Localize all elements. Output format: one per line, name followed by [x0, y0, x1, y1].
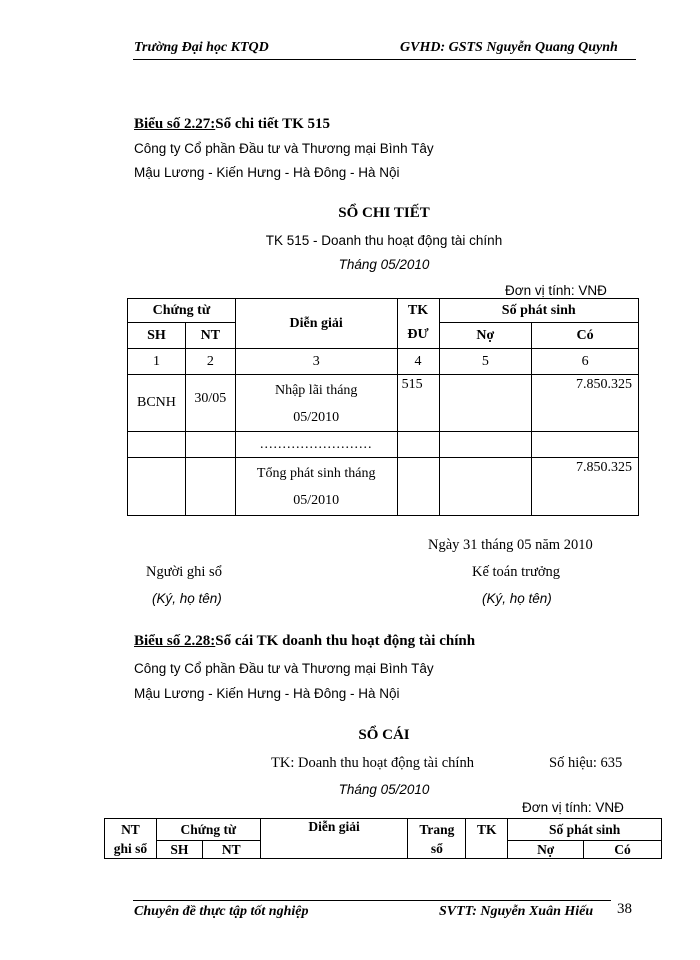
section2-label	[134, 633, 475, 650]
general-ledger-table	[104, 818, 662, 859]
section1-company: Công ty Cổ phần Đầu tư và Thương mại Bình Tây	[134, 141, 434, 156]
th-du: ĐƯ	[397, 323, 439, 349]
th-nt: NT	[185, 323, 235, 349]
section1-date: Ngày 31 tháng 05 năm 2010	[428, 537, 593, 553]
row3-diengiai-line2: 05/2010	[293, 493, 340, 508]
table-row	[128, 375, 639, 432]
sig-right: Kế toán trưởng	[472, 564, 561, 580]
th-tk: TK	[397, 299, 439, 323]
idx-2: 2	[185, 349, 235, 375]
footer-left: Chuyên đề thực tập tốt nghiệp	[134, 904, 309, 919]
page-number: 38	[617, 901, 632, 917]
th-co: Có	[532, 323, 639, 349]
section2-tk: TK: Doanh thu hoạt động tài chính	[271, 755, 474, 771]
header-right: GVHD: GSTS Nguyễn Quang Quynh	[400, 40, 618, 55]
idx-6: 6	[532, 349, 639, 375]
section2-address: Mậu Lương - Kiến Hưng - Hà Đông - Hà Nội	[134, 686, 400, 701]
row1-no	[439, 375, 532, 432]
th-chungtu: Chứng từ	[128, 299, 236, 323]
th-diengiai: Diễn giải	[235, 299, 397, 349]
sig-left: Người ghi sổ	[146, 564, 222, 580]
gl-th-chungtu: Chứng từ	[156, 819, 260, 841]
sig-right-note: (Ký, họ tên)	[482, 591, 552, 606]
section1-unit: Đơn vị tính: VNĐ	[505, 283, 607, 298]
gl-th-trang: Trang	[408, 819, 466, 841]
row2-diengiai: .........................	[235, 432, 397, 458]
row1-tk: 515	[397, 375, 439, 432]
section2-unit: Đơn vị tính: VNĐ	[522, 800, 624, 815]
section2-label-text: Sổ cái TK doanh thu hoạt động tài chính	[215, 633, 476, 649]
gl-th-nt: NT	[105, 819, 157, 841]
idx-4: 4	[397, 349, 439, 375]
section1-period: Tháng 05/2010	[338, 257, 430, 272]
row1-diengiai	[235, 375, 397, 432]
table-row	[128, 432, 639, 458]
row1-sh: BCNH	[128, 375, 186, 432]
gl-th-ghiso: ghi sổ	[105, 841, 157, 859]
section2-company: Công ty Cổ phần Đầu tư và Thương mại Bình Tây	[134, 661, 434, 676]
section2-title: SỔ CÁI	[358, 727, 410, 743]
detail-ledger-table	[127, 298, 639, 516]
row1-diengiai-line1: Nhập lãi tháng	[274, 383, 358, 398]
row3-diengiai	[235, 458, 397, 516]
footer-rule	[133, 900, 611, 901]
row1-nt: 30/05	[185, 375, 235, 432]
section1-address: Mậu Lương - Kiến Hưng - Hà Đông - Hà Nội	[134, 165, 400, 180]
gl-th-tk: TK	[466, 819, 508, 859]
section1-label	[134, 116, 330, 133]
section2-sohieu: Số hiệu: 635	[549, 755, 623, 771]
row1-co: 7.850.325	[532, 375, 639, 432]
gl-th-sophatsinh: Số phát sinh	[508, 819, 662, 841]
section2-label-number: Biểu số 2.28:	[134, 633, 216, 649]
row1-diengiai-line2: 05/2010	[293, 410, 340, 425]
gl-th-sh: SH	[156, 841, 202, 859]
gl-th-diengiai: Diễn giải	[260, 819, 408, 859]
sig-left-note: (Ký, họ tên)	[152, 591, 222, 606]
th-no: Nợ	[439, 323, 532, 349]
section1-title: SỔ CHI TIẾT	[338, 205, 430, 221]
table-row	[128, 458, 639, 516]
section1-label-number: Biểu số 2.27:	[134, 116, 216, 132]
header-rule	[133, 59, 636, 60]
row3-diengiai-line1: Tổng phát sinh tháng	[256, 466, 376, 481]
th-sh: SH	[128, 323, 186, 349]
section1-label-text: Sổ chi tiết TK 515	[215, 116, 330, 132]
gl-th-co: Có	[584, 841, 662, 859]
th-sophatsinh: Số phát sinh	[439, 299, 639, 323]
gl-th-nt2: NT	[202, 841, 260, 859]
idx-1: 1	[128, 349, 186, 375]
idx-3: 3	[235, 349, 397, 375]
section1-subtitle: TK 515 - Doanh thu hoạt động tài chính	[265, 233, 503, 248]
gl-th-so: sổ	[408, 841, 466, 859]
section2-period: Tháng 05/2010	[338, 782, 430, 797]
row3-co: 7.850.325	[532, 458, 639, 516]
header-left: Trường Đại học KTQD	[134, 40, 269, 55]
gl-th-no: Nợ	[508, 841, 584, 859]
footer-right: SVTT: Nguyễn Xuân Hiếu	[439, 904, 594, 919]
idx-5: 5	[439, 349, 532, 375]
